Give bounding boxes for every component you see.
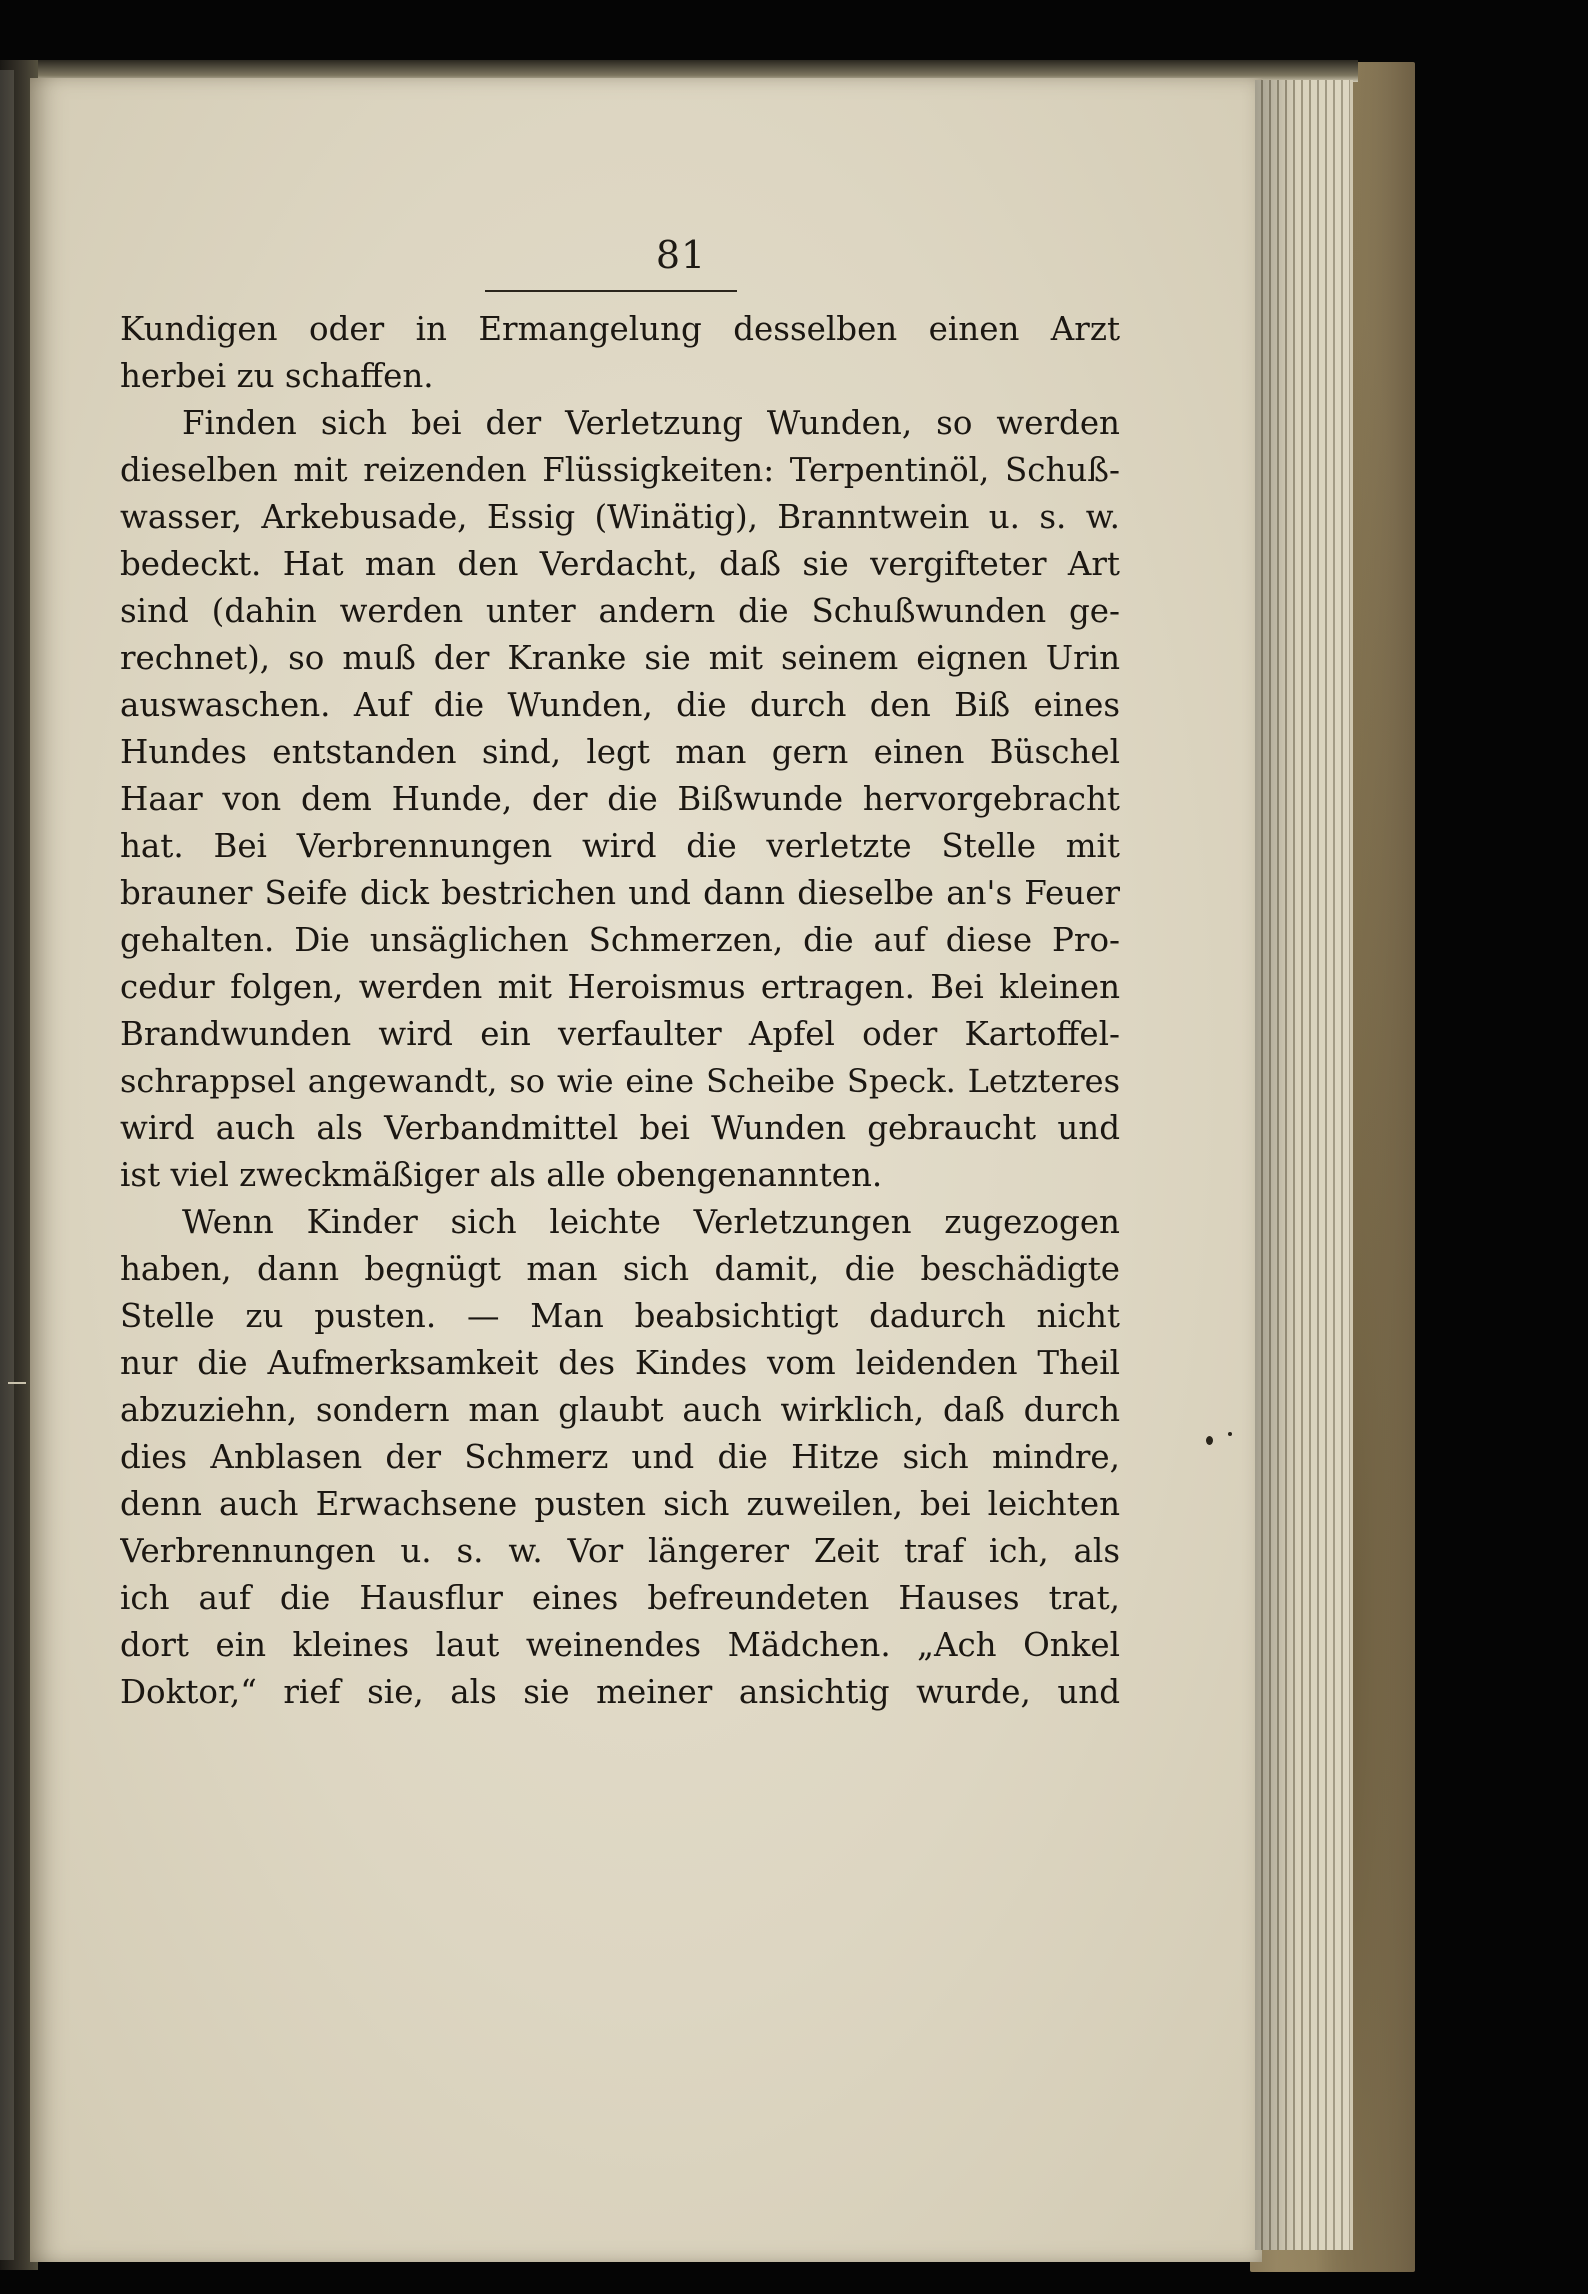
text-line: Finden sich bei der Verletzung Wunden, so werden [182,404,1120,442]
text-line: Brandwunden wird ein verfaulter Apfel oder Kartoffel- [120,1015,1120,1053]
text-line: wasser, Arkebusade, Essig (Winätig), Branntwein u. s. w. [120,498,1120,536]
text-line: Verbrennungen u. s. w. Vor längerer Zeit traf ich, als [120,1532,1120,1570]
page-edge-mark [8,1382,26,1384]
text-line: denn auch Erwachsene pusten sich zuweilen, bei leichten [120,1485,1120,1523]
text-line: Doktor,“ rief sie, als sie meiner ansichtig wurde, und [120,1673,1120,1711]
text-line: Wenn Kinder sich leichte Verletzungen zugezogen [182,1203,1120,1241]
text-line: dies Anblasen der Schmerz und die Hitze sich mindre, [120,1438,1120,1476]
fore-edge-shadow [1255,80,1350,2250]
page-number: 81 [655,233,707,277]
text-line: herbei zu schaffen. [120,357,434,395]
body-text [120,306,1120,1716]
text-line: Haar von dem Hunde, der die Bißwunde hervorgebracht [120,780,1120,818]
text-line: Hundes entstanden sind, legt man gern einen Büschel [120,733,1120,771]
text-line: nur die Aufmerksamkeit des Kindes vom leidenden Theil [120,1344,1120,1382]
text-line: sind (dahin werden unter andern die Schußwunden ge- [120,592,1120,630]
header-rule [485,290,737,292]
text-line: Stelle zu pusten. — Man beabsichtigt dadurch nicht [120,1297,1120,1335]
text-line: wird auch als Verbandmittel bei Wunden gebraucht und [120,1109,1120,1147]
text-line: gehalten. Die unsäglichen Schmerzen, die auf diese Pro- [120,921,1120,959]
book-page [30,78,1262,2262]
text-line: haben, dann begnügt man sich damit, die beschädigte [120,1250,1120,1288]
text-line: ist viel zweckmäßiger als alle obengenannten. [120,1156,883,1194]
text-line: cedur folgen, werden mit Heroismus ertragen. Bei kleinen [120,968,1120,1006]
text-line: auswaschen. Auf die Wunden, die durch den Biß eines [120,686,1120,724]
text-line: schrappsel angewandt, so wie eine Scheibe Speck. Letzteres [120,1062,1120,1100]
text-line: dort ein kleines laut weinendes Mädchen. „Ach Onkel [120,1626,1120,1664]
text-line: dieselben mit reizenden Flüssigkeiten: Terpentinöl, Schuß- [120,451,1120,489]
text-line: rechnet), so muß der Kranke sie mit seinem eignen Urin [120,639,1120,677]
text-line: hat. Bei Verbrennungen wird die verletzte Stelle mit [120,827,1120,865]
text-line: bedeckt. Hat man den Verdacht, daß sie vergifteter Art [120,545,1120,583]
text-line: ich auf die Hausflur eines befreundeten Hauses trat, [120,1579,1120,1617]
left-page-edge [0,70,14,2260]
ink-speck [1206,1436,1213,1445]
text-line: Kundigen oder in Ermangelung desselben einen Arzt [120,310,1120,348]
ink-speck-margin [1228,1432,1232,1436]
text-line: abzuziehn, sondern man glaubt auch wirklich, daß durch [120,1391,1120,1429]
text-line: brauner Seife dick bestrichen und dann dieselbe an's Feuer [120,874,1120,912]
